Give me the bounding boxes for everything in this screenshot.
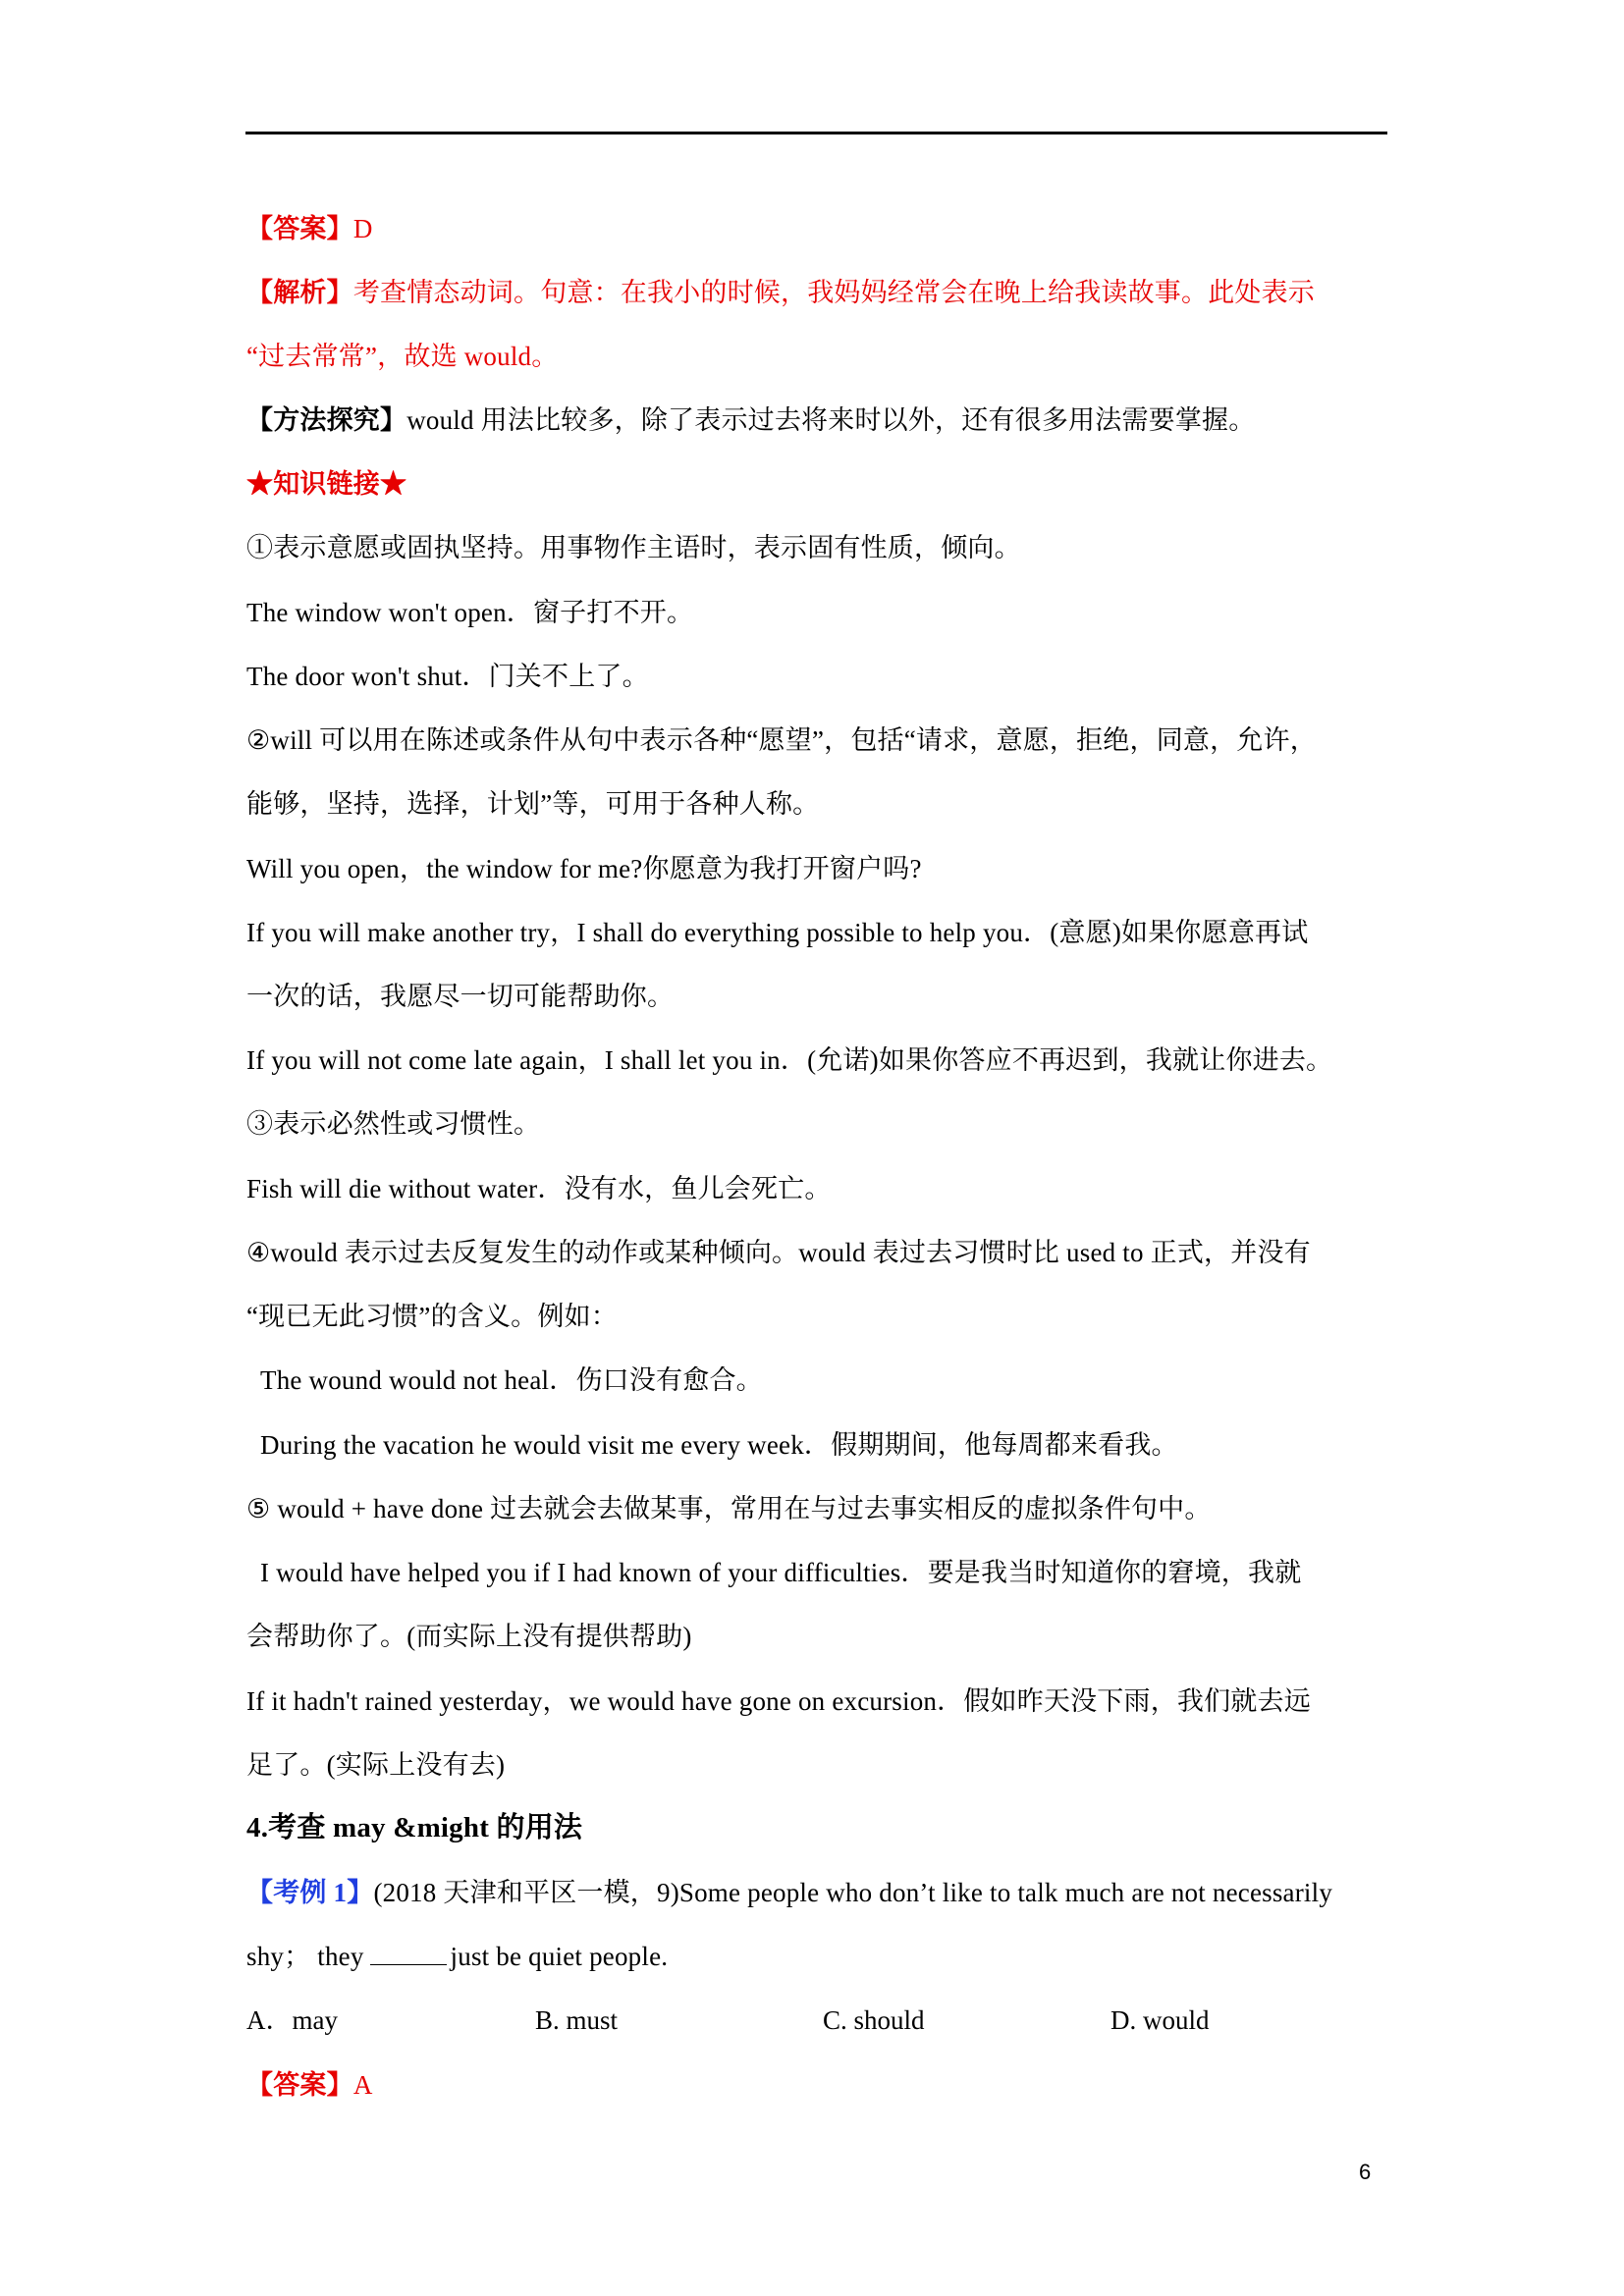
answer-blank: [370, 1943, 447, 1965]
point-5-example-2-line-2: 足了。(实际上没有去): [246, 1750, 506, 1780]
example-label: 【考例 1】: [246, 1878, 374, 1907]
option-b: B. must: [535, 2005, 619, 2035]
point-3-example-1: Fish will die without water．没有水，鱼儿会死亡。: [246, 1174, 832, 1203]
example-1-line-2: shy； they just be quiet people.: [246, 1942, 669, 1971]
point-2-line-1: ②will 可以用在陈述或条件从句中表示各种“愿望”，包括“请求，意愿，拒绝，同意，允许，: [246, 725, 1317, 755]
analysis-label: 【解析】: [246, 278, 353, 307]
answer-label-2: 【答案】: [246, 2070, 353, 2100]
answer-value: D: [352, 214, 373, 243]
point-4-example-2: During the vacation he would visit me every week．假期期间，他每周都来看我。: [260, 1430, 1178, 1460]
point-2-example-2-line-2: 一次的话，我愿尽一切可能帮助你。: [246, 982, 675, 1011]
answer-value-2: A: [352, 2070, 373, 2100]
point-4-example-1: The wound would not heal．伤口没有愈合。: [260, 1365, 763, 1395]
option-a: A．may: [246, 2005, 338, 2035]
analysis-line-2: “过去常常”，故选 would。: [246, 342, 559, 371]
point-2-example-2-line-1: If you will make another try，I shall do everything possible to help you．(意愿)如果你愿意再试: [246, 918, 1309, 947]
point-3: ③表示必然性或习惯性。: [246, 1109, 541, 1139]
point-2-line-2: 能够，坚持，选择，计划”等，可用于各种人称。: [246, 789, 820, 819]
section-4-heading: 4.考查 may &might 的用法: [246, 1812, 583, 1843]
point-4-line-2: “现已无此习惯”的含义。例如：: [246, 1302, 618, 1331]
point-1: ①表示意愿或固执坚持。用事物作主语时，表示固有性质，倾向。: [246, 533, 1021, 562]
point-1-example-2: The door won't shut．门关不上了。: [246, 662, 649, 691]
method-label: 【方法探究】: [246, 405, 407, 435]
knowledge-title: ★知识链接★: [246, 469, 407, 499]
option-d: D. would: [1110, 2005, 1210, 2035]
answer-line: [246, 212, 373, 245]
option-c: C. should: [823, 2005, 925, 2035]
point-2-example-1: Will you open，the window for me?你愿意为我打开窗户吗?: [246, 854, 922, 883]
method-line: 【方法探究】would 用法比较多，除了表示过去将来时以外，还有很多用法需要掌握。: [246, 405, 1256, 435]
analysis-line-1: 【解析】考查情态动词。句意：在我小的时候，我妈妈经常会在晚上给我读故事。此处表示: [246, 278, 1316, 307]
point-5-example-1-line-1: I would have helped you if I had known of your difficulties．要是我当时知道你的窘境，我就: [260, 1558, 1302, 1587]
point-1-example-1: The window won't open．窗子打不开。: [246, 598, 694, 627]
point-4-line-1: ④would 表示过去反复发生的动作或某种倾向。would 表过去习惯时比 used to 正式，并没有: [246, 1238, 1311, 1267]
point-5-example-2-line-1: If it hadn't rained yesterday，we would have gone on excursion．假如昨天没下雨，我们就去远: [246, 1686, 1311, 1716]
point-5-example-1-line-2: 会帮助你了。(而实际上没有提供帮助): [246, 1622, 692, 1651]
point-2-example-3: If you will not come late again，I shall let you in．(允诺)如果你答应不再迟到，我就让你进去。: [246, 1045, 1333, 1075]
example-1-line-1: 【考例 1】(2018 天津和平区一模，9)Some people who don’t like to talk much are not necessarily: [246, 1878, 1333, 1907]
answer-label: 【答案】: [246, 214, 353, 243]
page-number: 6: [1359, 2160, 1372, 2184]
answer-line-2: [246, 2068, 373, 2102]
header-rule: [245, 132, 1387, 134]
point-5: ⑤ would + have done 过去就会去做某事，常用在与过去事实相反的虚拟条件句中。: [246, 1494, 1212, 1523]
